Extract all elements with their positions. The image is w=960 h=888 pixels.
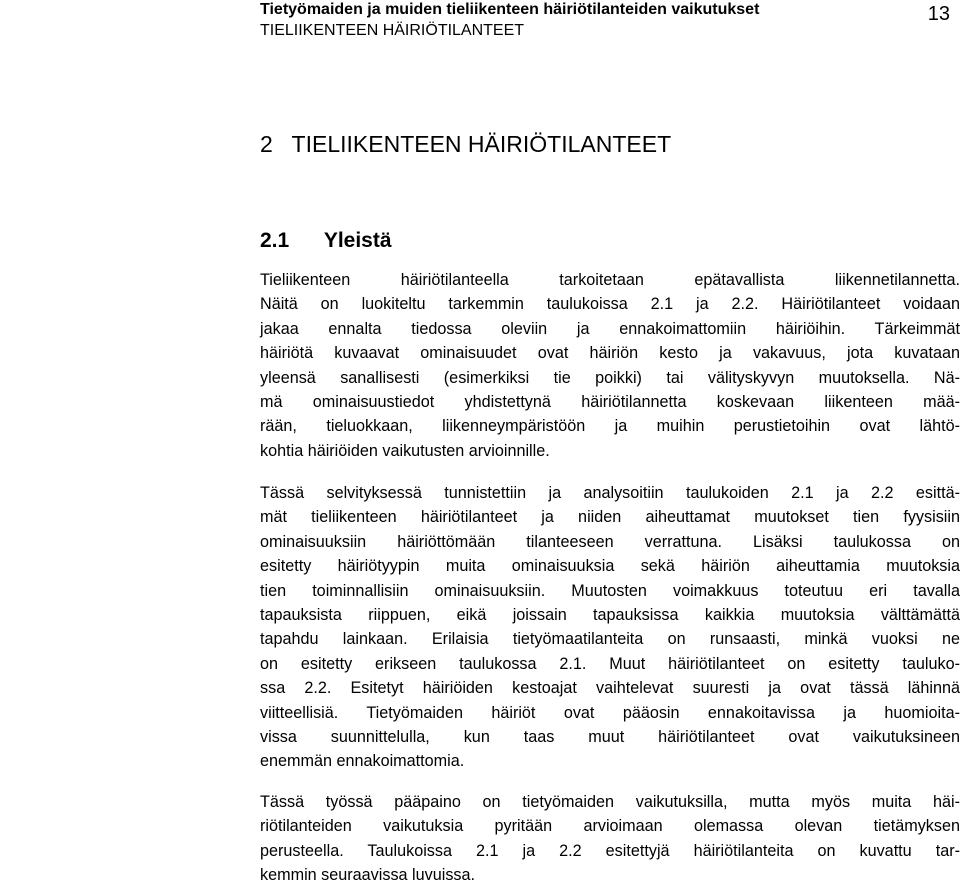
paragraph-line: tapahdu lainkaan. Erilaisia tietyömaatilanteita on runsaasti, minkä vuoksi ne	[260, 630, 960, 649]
paragraph-line: Tässä työssä pääpaino on tietyömaiden vaikutuksilla, mutta myös muita häi-	[260, 793, 960, 811]
page-number: 13	[927, 3, 950, 25]
paragraph-line: enemmän ennakoimattomia.	[260, 752, 465, 771]
paragraph-line: Tieliikenteen häiriötilanteella tarkoitetaan epätavallista liikennetilannetta.	[260, 271, 960, 289]
running-header	[260, 0, 950, 42]
paragraph-line: riötilanteiden vaikutuksia pyritään arvioimaan olemassa olevan tietämyksen	[260, 817, 960, 836]
paragraph-line: ssa 2.2. Esitetyt häiriöiden kestoajat vaihtelevat suuresti ja ovat tässä lähinnä	[260, 679, 960, 698]
paragraph-line: perusteella. Taulukoissa 2.1 ja 2.2 esitettyjä häiriötilanteita on kuvattu tar-	[260, 841, 960, 860]
paragraph-line: on esitetty erikseen taulukossa 2.1. Muut häiriötilanteet on esitetty tauluko-	[260, 654, 960, 673]
paragraph-line: rään, tieluokkaan, liikenneympäristöön ja muihin perustietoihin ovat lähtö-	[260, 417, 960, 436]
paragraph-line: Tässä selvityksessä tunnistettiin ja analysoitiin taulukoiden 2.1 ja 2.2 esittä-	[260, 484, 960, 502]
paragraph-line: ominaisuuksiin häiriöttömään tilanteeseen verrattuna. Lisäksi taulukossa on	[260, 532, 960, 551]
paragraph-line: viitteellisiä. Tietyömaiden häiriöt ovat pääosin ennakoitavissa ja huomioita-	[260, 703, 960, 722]
document-title: Tietyömaiden ja muiden tieliikenteen häiriötilanteiden vaikutukset	[260, 1, 760, 18]
body-paragraph	[260, 790, 960, 888]
body-paragraph	[260, 481, 960, 774]
paragraph-line: vissa suunnittelulla, kun taas muut häiriötilanteet ovat vaikutuksineen	[260, 727, 960, 746]
paragraph-line: yleensä sanallisesti (esimerkiksi tie poikki) tai välityskyvyn muutoksella. Nä-	[260, 368, 960, 387]
paragraph-line: tapauksista riippuen, eikä joissain tapauksissa kaikkia muutoksia välttämättä	[260, 605, 960, 624]
paragraph-line: esitetty häiriötyypin muita ominaisuuksia sekä häiriön aiheuttamia muutoksia	[260, 557, 960, 576]
paragraph-line: tien toiminnallisiin ominaisuuksiin. Muutosten voimakkuus toteutuu eri tavalla	[260, 581, 960, 600]
section-heading: 2.1 Yleistä	[260, 229, 392, 252]
paragraph-line: jakaa ennalta tiedossa oleviin ja ennakoimattomiin häiriöihin. Tärkeimmät	[260, 319, 960, 338]
paragraph-line: kemmin seuraavissa luvuissa.	[260, 866, 476, 885]
paragraph-line: Näitä on luokiteltu tarkemmin taulukoissa 2.1 ja 2.2. Häiriötilanteet voidaan	[260, 295, 960, 314]
paragraph-line: mät tieliikenteen häiriötilanteet ja niiden aiheuttamat muutokset tien fyysisiin	[260, 508, 960, 527]
body-paragraph	[260, 268, 960, 463]
paragraph-line: mä ominaisuustiedot yhdistettynä häiriötilannetta koskevaan liikenteen mää-	[260, 392, 960, 411]
chapter-heading: 2 TIELIIKENTEEN HÄIRIÖTILANTEET	[260, 131, 672, 157]
paragraph-line: häiriötä kuvaavat ominaisuudet ovat häiriön kesto ja vakavuus, jota kuvataan	[260, 344, 960, 363]
paragraph-line: kohtia häiriöiden vaikutusten arvioinnille.	[260, 441, 550, 460]
chapter-running-title: TIELIIKENTEEN HÄIRIÖTILANTEET	[260, 22, 525, 39]
